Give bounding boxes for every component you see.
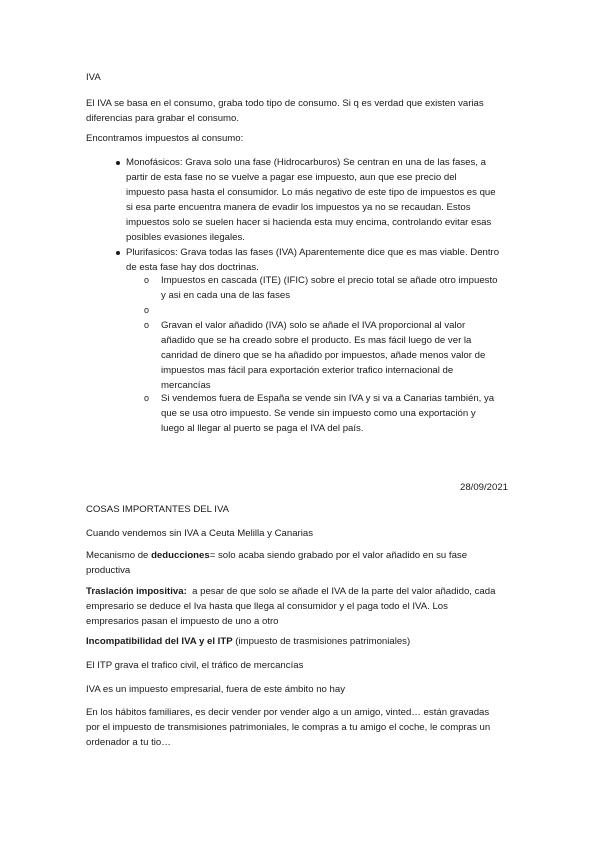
intro-paragraph [86,96,484,126]
habitos-line: ordenador a tu tio… [86,737,171,748]
intro-line-1: El IVA se basa en el consumo, graba todo tipo de consumo. Si q es verdad que existen varias [86,98,484,109]
mecanismo-line-1 [86,548,467,563]
monofasicos-line: si esa parte encuentra manera de evadir los impuestos ya no se recaudan. Estos [126,202,471,213]
traslacion-bold: Traslación impositiva: [86,586,187,597]
intro-line-2: diferencias para grabar el consumo. [86,113,240,124]
sub-item-valor-anadido [161,318,485,393]
iva-empresarial-text: IVA es un impuesto empresarial, fuera de este ámbito no hay [86,684,345,695]
habitos-line: por el impuesto de transmisiones patrimoniales, le compras a tu amigo el coche, le compras un [86,722,491,733]
sub-item-line: añadido que se ha creado sobre el producto. Es mas fácil luego de ver la [161,335,472,346]
sub-bullet-marker: o [144,305,150,315]
sub-bullet-marker: o [144,320,150,330]
incompat-text [86,634,410,649]
sub-item-cascada [161,273,497,303]
sub-item-exportacion [161,391,494,436]
plurifasicos-line: Plurifasicos: Grava todas las fases (IVA) Aparentemente dice que es mas viable. Dentro [126,247,500,258]
mecanismo-line-2: productiva [86,565,131,576]
sub-item-line: Impuestos en cascada (ITE) (IFIC) sobre el precio total se añade otro impuesto [161,275,498,286]
sub-item-line: mercancías [161,380,211,391]
sub-bullet-marker: o [144,275,150,285]
traslacion-line-3: empresarios pasan el impuesto de uno a otro [86,616,279,627]
sub-item-line: que se usa otro impuesto. Se vende sin impuesto como una exportación y [161,408,476,419]
sub-item-line: Si vendemos fuera de España se vende sin IVA y si va a Canarias también, ya [161,393,495,404]
mecanismo-bold: deducciones [151,550,210,561]
monofasicos-paragraph [126,155,496,245]
bullet-dot [116,251,120,255]
traslacion-post: a pesar de que solo se añade el IVA de la parte del valor añadido, cada [186,586,496,597]
sub-item-line: luego al llegar al puerto se paga el IVA del país. [161,423,364,434]
itp-text: El ITP grava el trafico civil, el tráfico de mercancías [86,660,304,671]
sub-item-line: impuestos mas fácil para exportación exterior trafico internacional de [161,365,454,376]
monofasicos-line: partir de esta fase no se vuelve a pagar ese impuesto, aun que ese precio del [126,172,457,183]
doc-title: IVA [86,72,101,83]
incompat-post: (impuesto de trasmisiones patrimoniales) [232,636,411,647]
habitos-paragraph [86,705,490,750]
ceuta-text: Cuando vendemos sin IVA a Ceuta Melilla y Canarias [86,528,313,539]
mecanismo-paragraph [86,548,467,578]
date-text: 28/09/2021 [460,482,509,493]
traslacion-paragraph [86,584,495,629]
monofasicos-line: posibles evasiones ilegales. [126,232,245,243]
habitos-line: En los hábitos familiares, es decir vender por vender algo a un amigo, vinted… están gravadas [86,707,490,718]
sub-bullet-marker: o [144,393,150,403]
monofasicos-line: impuesto pasa hasta el consumidor. Lo más negativo de este tipo de impuestos es que [126,187,496,198]
traslacion-line-1 [86,584,495,599]
monofasicos-line: impuestos solo se suelen hacer si hacienda esta muy encima, controlando evitar esas [126,217,492,228]
sub-item-line: Gravan el valor añadido (IVA) solo se añade el IVA proporcional al valor [161,320,466,331]
bullet-dot [116,161,120,165]
cosas-title: COSAS IMPORTANTES DEL IVA [86,504,230,515]
sub-item-line: y asi en cada una de las fases [161,290,291,301]
traslacion-line-2: empresario se deduce el Iva hasta que llega al consumidor y el paga todo el IVA. Los [86,601,448,612]
incompat-bold: Incompatibilidad del IVA y el ITP [86,636,233,647]
plurifasicos-paragraph [126,245,499,275]
encontramos-text: Encontramos impuestos al consumo: [86,133,244,144]
mecanismo-post: = solo acaba siendo grabado por el valor añadido en su fase [209,550,468,561]
monofasicos-line: Monofásicos: Grava solo una fase (Hidrocarburos) Se centran en una de las fases, a [126,157,486,168]
sub-item-line: canridad de dinero que se ha añadido por impuestos, añade menos valor de [161,350,486,361]
mecanismo-pre: Mecanismo de [86,550,152,561]
plurifasicos-line: de esta fase hay dos doctrinas. [126,262,259,273]
